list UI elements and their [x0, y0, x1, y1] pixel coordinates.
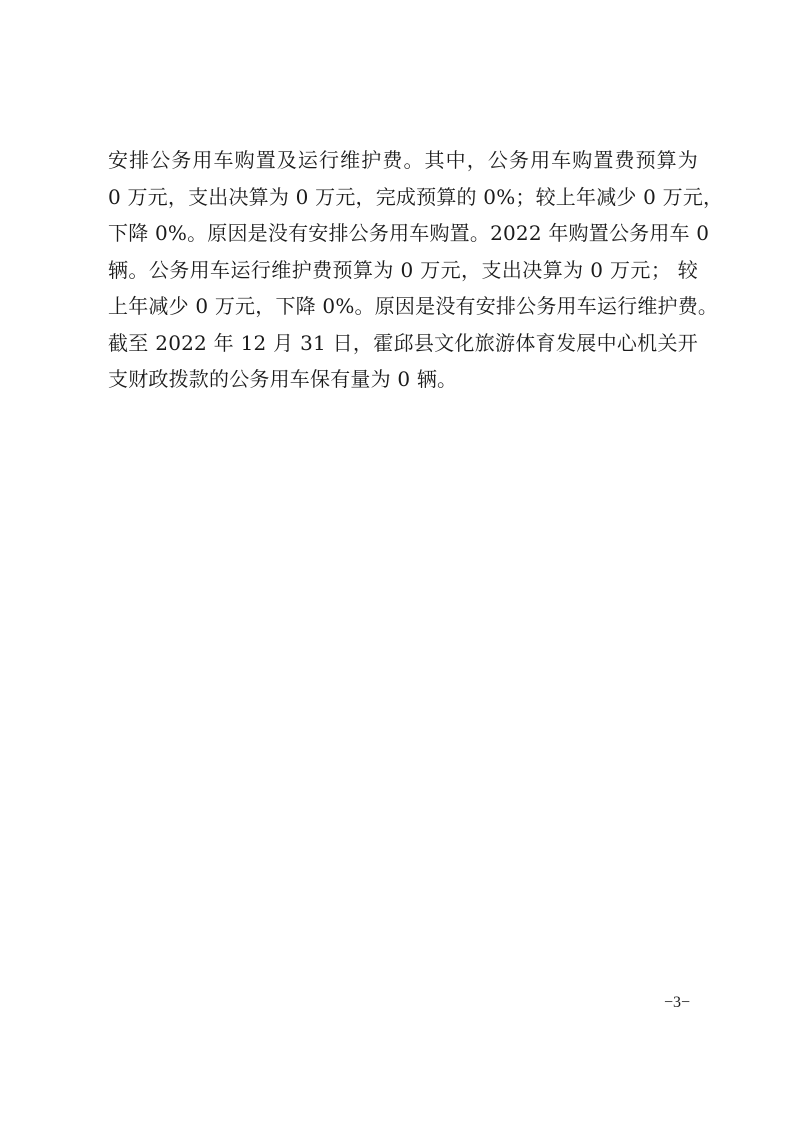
paragraph-line-1: 安排公务用车购置及运行维护费。其中，公务用车购置费预算为	[108, 148, 698, 172]
body-paragraph	[108, 142, 724, 398]
paragraph-line-7: 支财政拨款的公务用车保有量为 0 辆。	[108, 367, 458, 391]
paragraph-line-4: 辆。公务用车运行维护费预算为 0 万元，支出决算为 0 万元； 较	[108, 257, 698, 282]
page-number: −3−	[664, 994, 691, 1011]
paragraph-line-2: 0 万元，支出决算为 0 万元，完成预算的 0%；较上年减少 0 万元，	[108, 184, 724, 209]
paragraph-line-3: 下降 0%。原因是没有安排公务用车购置。2022 年购置公务用车 0	[108, 221, 710, 245]
paragraph-line-5: 上年减少 0 万元，下降 0%。原因是没有安排公务用车运行维护费。	[108, 294, 719, 318]
paragraph-line-6: 截至 2022 年 12 月 31 日，霍邱县文化旅游体育发展中心机关开	[108, 330, 698, 355]
